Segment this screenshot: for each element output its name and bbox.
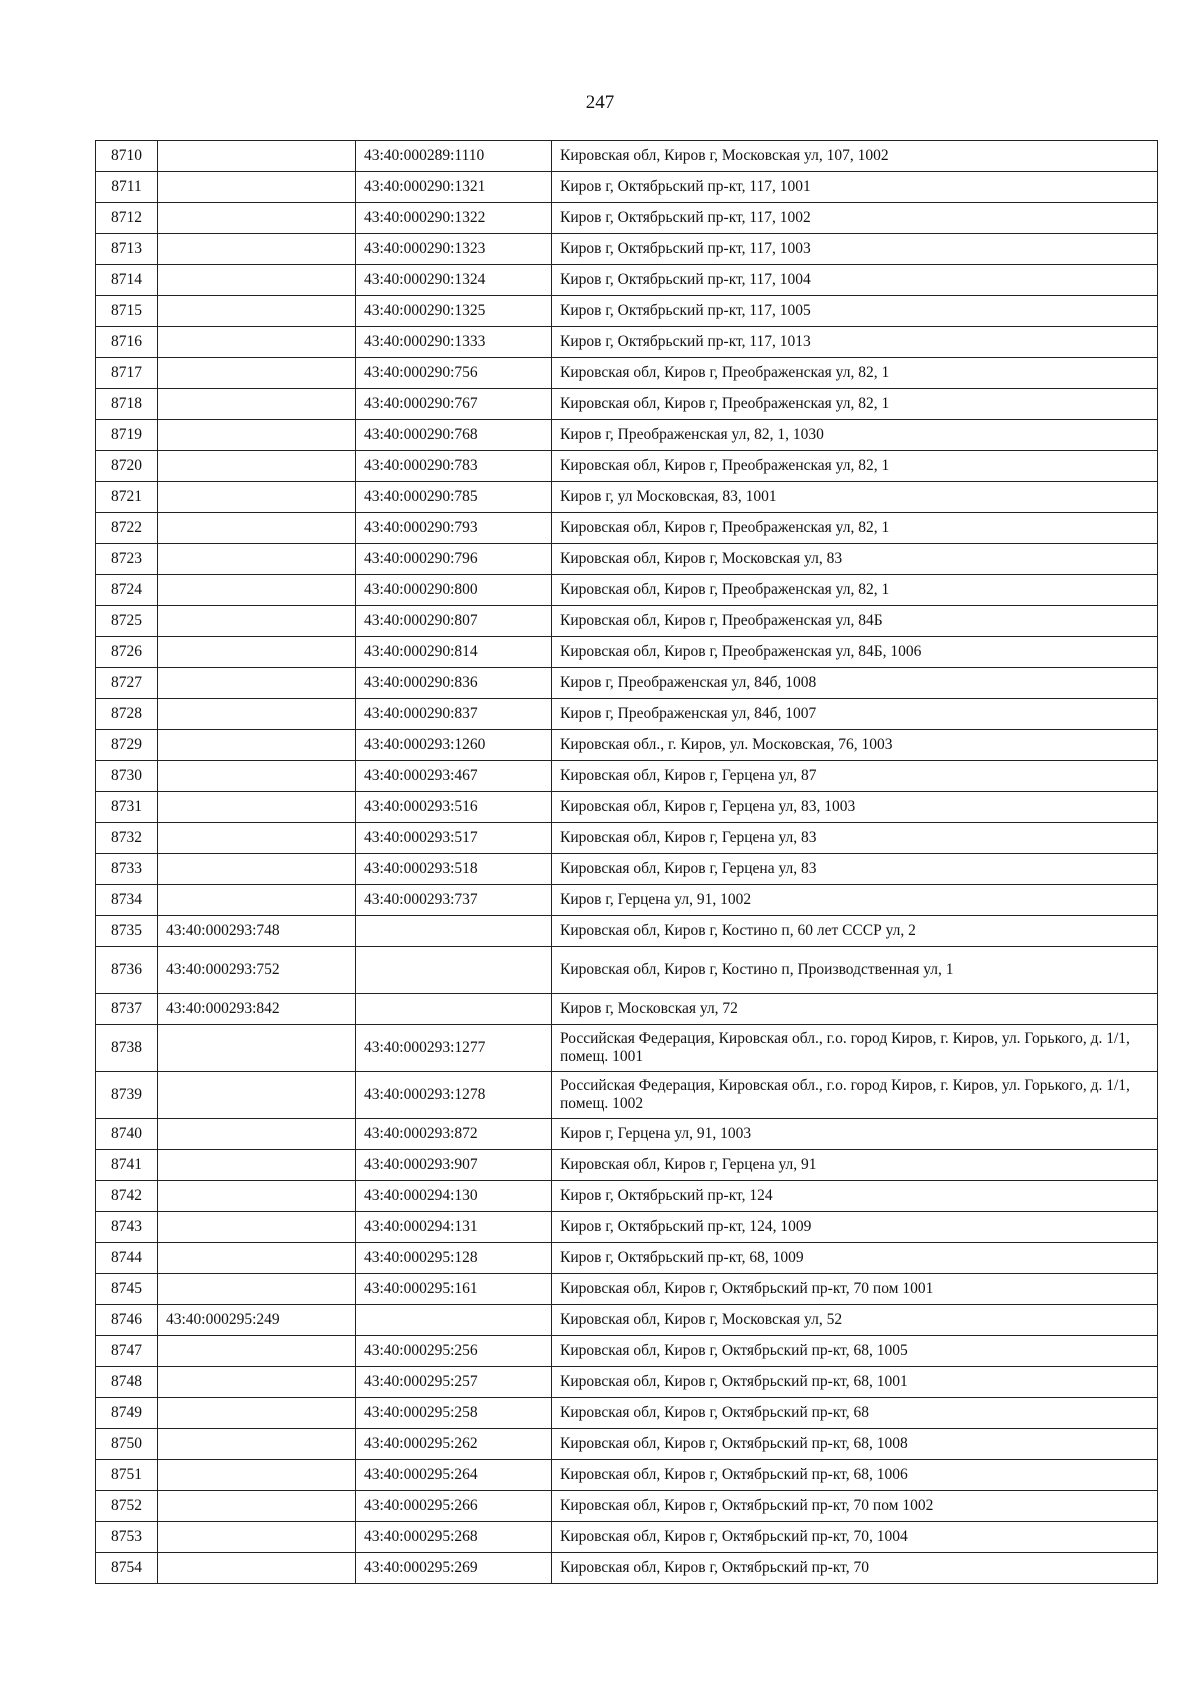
address-cell: Кировская обл, Киров г, Костино п, Производственная ул, 1 xyxy=(552,947,1158,994)
address-cell: Кировская обл, Киров г, Октябрьский пр-кт, 70 xyxy=(552,1553,1158,1584)
address-cell: Кировская обл, Киров г, Московская ул, 52 xyxy=(552,1305,1158,1336)
address-cell: Кировская обл, Киров г, Герцена ул, 91 xyxy=(552,1150,1158,1181)
table-row xyxy=(96,358,1158,389)
cadastral-number-premises-cell: 43:40:000290:1323 xyxy=(356,234,552,265)
cadastral-number-premises-cell: 43:40:000290:836 xyxy=(356,668,552,699)
address-cell: Киров г, Преображенская ул, 84б, 1007 xyxy=(552,699,1158,730)
table-row xyxy=(96,1460,1158,1491)
cadastral-number-building-cell xyxy=(158,699,356,730)
cadastral-number-premises-cell: 43:40:000290:1321 xyxy=(356,172,552,203)
table-row xyxy=(96,1025,1158,1072)
row-number-cell: 8741 xyxy=(96,1150,158,1181)
row-number-cell: 8718 xyxy=(96,389,158,420)
row-number-cell: 8746 xyxy=(96,1305,158,1336)
cadastral-number-building-cell xyxy=(158,1119,356,1150)
row-number-cell: 8739 xyxy=(96,1072,158,1119)
cadastral-number-building-cell xyxy=(158,1553,356,1584)
cadastral-number-premises-cell: 43:40:000295:269 xyxy=(356,1553,552,1584)
address-cell: Киров г, Октябрьский пр-кт, 117, 1001 xyxy=(552,172,1158,203)
cadastral-number-premises-cell: 43:40:000295:268 xyxy=(356,1522,552,1553)
cadastral-number-premises-cell xyxy=(356,1305,552,1336)
row-number-cell: 8744 xyxy=(96,1243,158,1274)
cadastral-number-building-cell xyxy=(158,854,356,885)
table-row xyxy=(96,1367,1158,1398)
cadastral-number-building-cell xyxy=(158,203,356,234)
cadastral-number-premises-cell: 43:40:000293:737 xyxy=(356,885,552,916)
table-row xyxy=(96,761,1158,792)
address-cell: Киров г, Герцена ул, 91, 1003 xyxy=(552,1119,1158,1150)
cadastral-number-building-cell xyxy=(158,1460,356,1491)
address-cell: Кировская обл, Киров г, Преображенская ул, 82, 1 xyxy=(552,389,1158,420)
row-number-cell: 8727 xyxy=(96,668,158,699)
registry-table-body xyxy=(96,141,1158,1584)
table-row xyxy=(96,1150,1158,1181)
row-number-cell: 8723 xyxy=(96,544,158,575)
row-number-cell: 8711 xyxy=(96,172,158,203)
cadastral-number-building-cell xyxy=(158,1367,356,1398)
table-row xyxy=(96,172,1158,203)
table-row xyxy=(96,265,1158,296)
address-cell: Кировская обл, Киров г, Октябрьский пр-кт, 68, 1008 xyxy=(552,1429,1158,1460)
cadastral-number-premises-cell: 43:40:000295:128 xyxy=(356,1243,552,1274)
table-row xyxy=(96,637,1158,668)
address-cell: Киров г, Октябрьский пр-кт, 117, 1005 xyxy=(552,296,1158,327)
cadastral-number-building-cell xyxy=(158,761,356,792)
address-cell: Кировская обл, Киров г, Герцена ул, 83, 1003 xyxy=(552,792,1158,823)
address-cell: Российская Федерация, Кировская обл., г.о. город Киров, г. Киров, ул. Горького, д. 1/1, помещ. 1002 xyxy=(552,1072,1158,1119)
cadastral-number-building-cell: 43:40:000293:752 xyxy=(158,947,356,994)
cadastral-number-building-cell xyxy=(158,1491,356,1522)
row-number-cell: 8732 xyxy=(96,823,158,854)
cadastral-number-premises-cell: 43:40:000295:258 xyxy=(356,1398,552,1429)
address-cell: Кировская обл, Киров г, Октябрьский пр-кт, 70 пом 1002 xyxy=(552,1491,1158,1522)
row-number-cell: 8730 xyxy=(96,761,158,792)
cadastral-number-building-cell xyxy=(158,513,356,544)
row-number-cell: 8725 xyxy=(96,606,158,637)
cadastral-number-building-cell xyxy=(158,482,356,513)
cadastral-number-premises-cell: 43:40:000290:785 xyxy=(356,482,552,513)
cadastral-number-premises-cell: 43:40:000290:756 xyxy=(356,358,552,389)
cadastral-number-building-cell: 43:40:000293:748 xyxy=(158,916,356,947)
cadastral-number-building-cell xyxy=(158,544,356,575)
table-row xyxy=(96,1398,1158,1429)
row-number-cell: 8747 xyxy=(96,1336,158,1367)
cadastral-number-premises-cell: 43:40:000290:793 xyxy=(356,513,552,544)
table-row xyxy=(96,1522,1158,1553)
cadastral-number-building-cell xyxy=(158,296,356,327)
cadastral-number-premises-cell: 43:40:000293:1260 xyxy=(356,730,552,761)
table-row xyxy=(96,203,1158,234)
address-cell: Кировская обл, Киров г, Герцена ул, 83 xyxy=(552,854,1158,885)
table-row xyxy=(96,994,1158,1025)
table-row xyxy=(96,1429,1158,1460)
address-cell: Киров г, Преображенская ул, 84б, 1008 xyxy=(552,668,1158,699)
cadastral-number-building-cell xyxy=(158,234,356,265)
cadastral-number-premises-cell: 43:40:000290:800 xyxy=(356,575,552,606)
row-number-cell: 8733 xyxy=(96,854,158,885)
address-cell: Кировская обл, Киров г, Преображенская ул, 84Б, 1006 xyxy=(552,637,1158,668)
address-cell: Киров г, Преображенская ул, 82, 1, 1030 xyxy=(552,420,1158,451)
cadastral-number-premises-cell: 43:40:000290:1325 xyxy=(356,296,552,327)
cadastral-number-premises-cell xyxy=(356,994,552,1025)
cadastral-number-building-cell xyxy=(158,668,356,699)
cadastral-number-premises-cell: 43:40:000294:131 xyxy=(356,1212,552,1243)
address-cell: Киров г, Октябрьский пр-кт, 124, 1009 xyxy=(552,1212,1158,1243)
row-number-cell: 8726 xyxy=(96,637,158,668)
cadastral-number-building-cell xyxy=(158,327,356,358)
cadastral-number-premises-cell: 43:40:000295:266 xyxy=(356,1491,552,1522)
cadastral-number-building-cell xyxy=(158,637,356,668)
cadastral-number-building-cell: 43:40:000293:842 xyxy=(158,994,356,1025)
cadastral-number-building-cell xyxy=(158,1150,356,1181)
cadastral-number-building-cell xyxy=(158,606,356,637)
table-row xyxy=(96,885,1158,916)
cadastral-number-building-cell xyxy=(158,1429,356,1460)
address-cell: Кировская обл, Киров г, Московская ул, 107, 1002 xyxy=(552,141,1158,172)
address-cell: Киров г, Октябрьский пр-кт, 117, 1002 xyxy=(552,203,1158,234)
row-number-cell: 8753 xyxy=(96,1522,158,1553)
address-cell: Киров г, Московская ул, 72 xyxy=(552,994,1158,1025)
table-row xyxy=(96,730,1158,761)
address-cell: Кировская обл, Киров г, Преображенская ул, 82, 1 xyxy=(552,358,1158,389)
table-row xyxy=(96,451,1158,482)
cadastral-number-premises-cell: 43:40:000290:796 xyxy=(356,544,552,575)
table-row xyxy=(96,668,1158,699)
table-row xyxy=(96,327,1158,358)
row-number-cell: 8752 xyxy=(96,1491,158,1522)
cadastral-number-premises-cell: 43:40:000290:767 xyxy=(356,389,552,420)
row-number-cell: 8713 xyxy=(96,234,158,265)
cadastral-number-premises-cell xyxy=(356,916,552,947)
row-number-cell: 8710 xyxy=(96,141,158,172)
cadastral-number-premises-cell: 43:40:000293:907 xyxy=(356,1150,552,1181)
row-number-cell: 8728 xyxy=(96,699,158,730)
table-row xyxy=(96,234,1158,265)
table-row xyxy=(96,513,1158,544)
table-row xyxy=(96,1274,1158,1305)
address-cell: Кировская обл, Киров г, Октябрьский пр-кт, 68, 1005 xyxy=(552,1336,1158,1367)
cadastral-number-premises-cell: 43:40:000290:807 xyxy=(356,606,552,637)
table-row xyxy=(96,544,1158,575)
address-cell: Киров г, Октябрьский пр-кт, 68, 1009 xyxy=(552,1243,1158,1274)
cadastral-number-premises-cell: 43:40:000290:768 xyxy=(356,420,552,451)
table-row xyxy=(96,1119,1158,1150)
cadastral-number-building-cell xyxy=(158,792,356,823)
address-cell: Российская Федерация, Кировская обл., г.о. город Киров, г. Киров, ул. Горького, д. 1/1, помещ. 1001 xyxy=(552,1025,1158,1072)
cadastral-number-premises-cell: 43:40:000295:257 xyxy=(356,1367,552,1398)
row-number-cell: 8749 xyxy=(96,1398,158,1429)
cadastral-number-building-cell xyxy=(158,1522,356,1553)
table-row xyxy=(96,296,1158,327)
row-number-cell: 8754 xyxy=(96,1553,158,1584)
table-row xyxy=(96,1491,1158,1522)
cadastral-number-premises-cell: 43:40:000290:1333 xyxy=(356,327,552,358)
table-row xyxy=(96,947,1158,994)
row-number-cell: 8729 xyxy=(96,730,158,761)
address-cell: Киров г, Октябрьский пр-кт, 117, 1003 xyxy=(552,234,1158,265)
cadastral-number-premises-cell: 43:40:000293:518 xyxy=(356,854,552,885)
row-number-cell: 8712 xyxy=(96,203,158,234)
address-cell: Кировская обл, Киров г, Октябрьский пр-кт, 70, 1004 xyxy=(552,1522,1158,1553)
cadastral-number-premises-cell: 43:40:000295:256 xyxy=(356,1336,552,1367)
address-cell: Кировская обл, Киров г, Октябрьский пр-кт, 68 xyxy=(552,1398,1158,1429)
cadastral-number-building-cell xyxy=(158,1243,356,1274)
cadastral-number-building-cell xyxy=(158,1398,356,1429)
cadastral-number-premises-cell: 43:40:000290:1324 xyxy=(356,265,552,296)
row-number-cell: 8736 xyxy=(96,947,158,994)
row-number-cell: 8731 xyxy=(96,792,158,823)
table-row xyxy=(96,699,1158,730)
row-number-cell: 8745 xyxy=(96,1274,158,1305)
row-number-cell: 8721 xyxy=(96,482,158,513)
table-row xyxy=(96,792,1158,823)
address-cell: Кировская обл, Киров г, Октябрьский пр-кт, 68, 1001 xyxy=(552,1367,1158,1398)
table-row xyxy=(96,823,1158,854)
address-cell: Кировская обл, Киров г, Преображенская ул, 84Б xyxy=(552,606,1158,637)
address-cell: Кировская обл, Киров г, Московская ул, 83 xyxy=(552,544,1158,575)
cadastral-number-premises-cell: 43:40:000290:783 xyxy=(356,451,552,482)
cadastral-number-premises-cell: 43:40:000295:264 xyxy=(356,1460,552,1491)
table-row xyxy=(96,1212,1158,1243)
row-number-cell: 8743 xyxy=(96,1212,158,1243)
cadastral-number-building-cell xyxy=(158,451,356,482)
table-row xyxy=(96,420,1158,451)
cadastral-number-building-cell xyxy=(158,358,356,389)
cadastral-number-building-cell xyxy=(158,885,356,916)
cadastral-number-building-cell xyxy=(158,1025,356,1072)
table-row xyxy=(96,1305,1158,1336)
cadastral-number-premises-cell: 43:40:000290:1322 xyxy=(356,203,552,234)
row-number-cell: 8740 xyxy=(96,1119,158,1150)
cadastral-number-building-cell xyxy=(158,1336,356,1367)
table-row xyxy=(96,1243,1158,1274)
cadastral-number-premises-cell: 43:40:000293:517 xyxy=(356,823,552,854)
address-cell: Киров г, Октябрьский пр-кт, 117, 1004 xyxy=(552,265,1158,296)
address-cell: Киров г, Октябрьский пр-кт, 124 xyxy=(552,1181,1158,1212)
row-number-cell: 8717 xyxy=(96,358,158,389)
row-number-cell: 8734 xyxy=(96,885,158,916)
page-number: 247 xyxy=(585,92,615,113)
cadastral-number-premises-cell: 43:40:000294:130 xyxy=(356,1181,552,1212)
cadastral-number-premises-cell: 43:40:000293:1278 xyxy=(356,1072,552,1119)
cadastral-number-premises-cell: 43:40:000293:467 xyxy=(356,761,552,792)
cadastral-number-building-cell xyxy=(158,1181,356,1212)
cadastral-number-premises-cell: 43:40:000295:161 xyxy=(356,1274,552,1305)
row-number-cell: 8735 xyxy=(96,916,158,947)
address-cell: Кировская обл, Киров г, Октябрьский пр-кт, 68, 1006 xyxy=(552,1460,1158,1491)
address-cell: Кировская обл, Киров г, Герцена ул, 83 xyxy=(552,823,1158,854)
address-cell: Кировская обл, Киров г, Герцена ул, 87 xyxy=(552,761,1158,792)
table-row xyxy=(96,854,1158,885)
row-number-cell: 8724 xyxy=(96,575,158,606)
cadastral-number-building-cell xyxy=(158,141,356,172)
row-number-cell: 8720 xyxy=(96,451,158,482)
row-number-cell: 8722 xyxy=(96,513,158,544)
table-row xyxy=(96,916,1158,947)
row-number-cell: 8737 xyxy=(96,994,158,1025)
cadastral-number-building-cell xyxy=(158,265,356,296)
cadastral-number-building-cell xyxy=(158,389,356,420)
cadastral-number-premises-cell: 43:40:000289:1110 xyxy=(356,141,552,172)
row-number-cell: 8748 xyxy=(96,1367,158,1398)
cadastral-number-building-cell xyxy=(158,1212,356,1243)
cadastral-number-premises-cell: 43:40:000295:262 xyxy=(356,1429,552,1460)
cadastral-number-building-cell xyxy=(158,823,356,854)
address-cell: Кировская обл., г. Киров, ул. Московская, 76, 1003 xyxy=(552,730,1158,761)
address-cell: Киров г, Герцена ул, 91, 1002 xyxy=(552,885,1158,916)
cadastral-number-building-cell xyxy=(158,1072,356,1119)
row-number-cell: 8715 xyxy=(96,296,158,327)
cadastral-number-building-cell xyxy=(158,420,356,451)
row-number-cell: 8719 xyxy=(96,420,158,451)
table-row xyxy=(96,482,1158,513)
cadastral-number-premises-cell: 43:40:000293:872 xyxy=(356,1119,552,1150)
address-cell: Киров г, Октябрьский пр-кт, 117, 1013 xyxy=(552,327,1158,358)
cadastral-number-premises-cell: 43:40:000293:516 xyxy=(356,792,552,823)
table-row xyxy=(96,606,1158,637)
cadastral-number-premises-cell xyxy=(356,947,552,994)
address-cell: Кировская обл, Киров г, Октябрьский пр-кт, 70 пом 1001 xyxy=(552,1274,1158,1305)
registry-table xyxy=(95,140,1158,1584)
table-row xyxy=(96,1336,1158,1367)
address-cell: Киров г, ул Московская, 83, 1001 xyxy=(552,482,1158,513)
cadastral-number-building-cell xyxy=(158,1274,356,1305)
table-row xyxy=(96,389,1158,420)
cadastral-number-building-cell xyxy=(158,575,356,606)
table-row xyxy=(96,1553,1158,1584)
table-row xyxy=(96,1072,1158,1119)
cadastral-number-building-cell xyxy=(158,172,356,203)
table-row xyxy=(96,1181,1158,1212)
cadastral-number-building-cell: 43:40:000295:249 xyxy=(158,1305,356,1336)
table-row xyxy=(96,575,1158,606)
address-cell: Кировская обл, Киров г, Костино п, 60 лет СССР ул, 2 xyxy=(552,916,1158,947)
address-cell: Кировская обл, Киров г, Преображенская ул, 82, 1 xyxy=(552,451,1158,482)
cadastral-number-building-cell xyxy=(158,730,356,761)
cadastral-number-premises-cell: 43:40:000290:837 xyxy=(356,699,552,730)
cadastral-number-premises-cell: 43:40:000290:814 xyxy=(356,637,552,668)
address-cell: Кировская обл, Киров г, Преображенская ул, 82, 1 xyxy=(552,513,1158,544)
address-cell: Кировская обл, Киров г, Преображенская ул, 82, 1 xyxy=(552,575,1158,606)
row-number-cell: 8716 xyxy=(96,327,158,358)
row-number-cell: 8750 xyxy=(96,1429,158,1460)
row-number-cell: 8714 xyxy=(96,265,158,296)
table-row xyxy=(96,141,1158,172)
row-number-cell: 8738 xyxy=(96,1025,158,1072)
row-number-cell: 8751 xyxy=(96,1460,158,1491)
row-number-cell: 8742 xyxy=(96,1181,158,1212)
cadastral-number-premises-cell: 43:40:000293:1277 xyxy=(356,1025,552,1072)
